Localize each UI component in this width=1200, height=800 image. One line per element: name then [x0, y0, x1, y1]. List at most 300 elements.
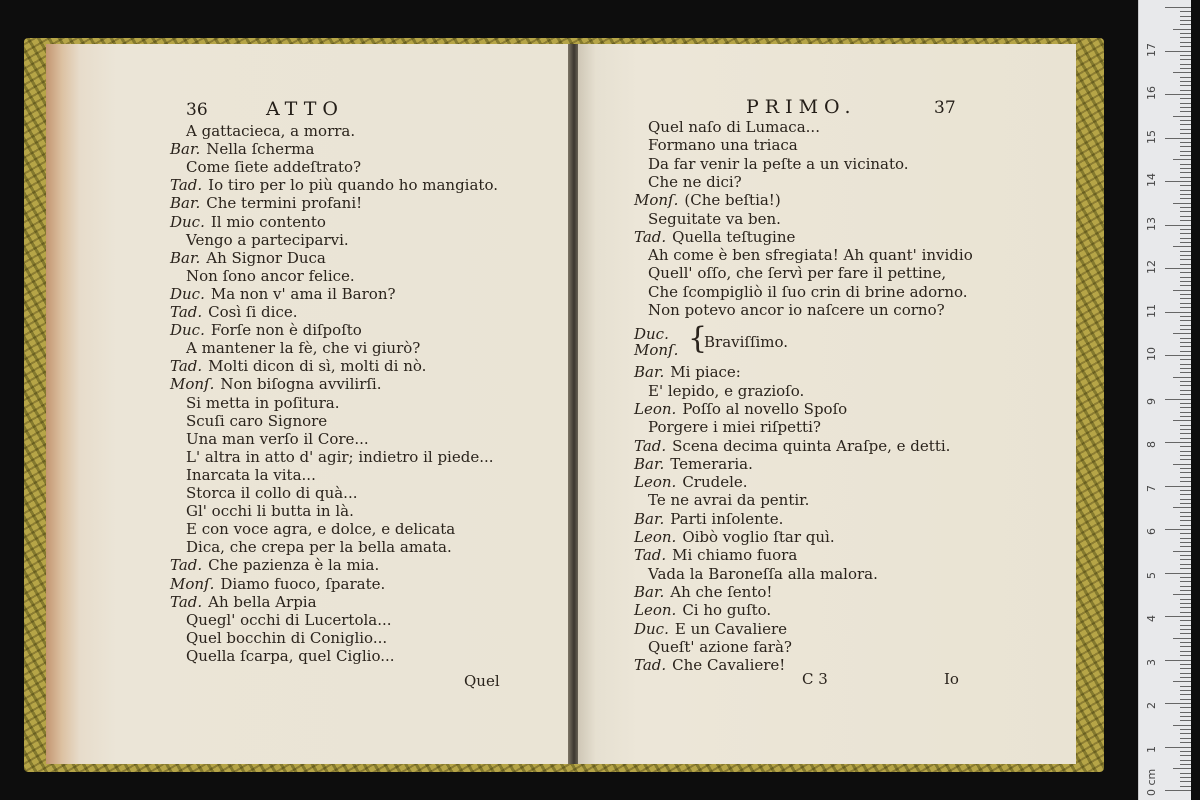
ruler-tick — [1180, 120, 1191, 121]
dialogue-text: Il mio contento — [210, 212, 326, 231]
dialogue-text: Quegl' occhi di Lucertola... — [186, 610, 392, 629]
text-line — [648, 264, 946, 282]
ruler-tick — [1180, 451, 1191, 452]
dialogue-text: Te ne avrai da pentir. — [648, 491, 810, 510]
ruler-tick — [1180, 651, 1191, 652]
ruler-tick — [1180, 172, 1191, 173]
ruler-tick — [1165, 747, 1191, 748]
speaker-label: Bar. — [634, 582, 665, 601]
ruler-number: 17 — [1145, 42, 1158, 57]
text-line — [648, 155, 909, 173]
text-line — [634, 400, 847, 418]
ruler-tick — [1180, 677, 1191, 678]
dialogue-text: Parti inſolente. — [670, 509, 784, 528]
speaker-label: Bar. — [170, 194, 201, 213]
brace-speaker — [634, 341, 684, 359]
ruler-tick — [1165, 529, 1191, 530]
ruler-tick — [1180, 281, 1191, 282]
ruler-tick — [1180, 77, 1191, 78]
measurement-ruler — [1138, 0, 1191, 800]
dialogue-text: Una man verſo il Core... — [186, 429, 369, 448]
ruler-tick — [1180, 142, 1191, 143]
dialogue-text: Mi piace: — [670, 363, 741, 382]
ruler-tick — [1173, 203, 1191, 204]
text-line — [170, 176, 498, 194]
ruler-tick — [1180, 272, 1191, 273]
ruler-tick — [1180, 755, 1191, 756]
ruler-tick — [1180, 577, 1191, 578]
dialogue-text: Vengo a parteciparvi. — [186, 230, 349, 249]
text-line — [186, 520, 455, 538]
dialogue-text: Quella ſcarpa, quel Ciglio... — [186, 646, 395, 665]
text-line — [648, 565, 878, 583]
dialogue-text: A gattacieca, a morra. — [186, 122, 356, 140]
ruler-tick — [1180, 481, 1191, 482]
ruler-tick — [1180, 111, 1191, 112]
ruler-tick — [1180, 468, 1191, 469]
ruler-tick — [1180, 729, 1191, 730]
speaker-label: Leon. — [634, 473, 677, 492]
ruler-tick — [1180, 346, 1191, 347]
ruler-tick — [1180, 124, 1191, 125]
text-line — [648, 136, 798, 154]
ruler-tick — [1180, 512, 1191, 513]
ruler-tick — [1173, 507, 1191, 508]
dialogue-text: (Che beſtia!) — [684, 191, 781, 210]
ruler-tick — [1180, 294, 1191, 295]
ruler-tick — [1173, 725, 1191, 726]
ruler-tick — [1180, 760, 1191, 761]
ruler-tick — [1180, 590, 1191, 591]
text-line — [186, 339, 420, 357]
ruler-tick — [1180, 642, 1191, 643]
speaker-label: Tad. — [634, 656, 667, 675]
dialogue-text: Scena decima quinta Araſpe, e detti. — [672, 436, 951, 455]
speaker-label: Tad. — [170, 592, 203, 611]
ruler-number: 3 — [1145, 658, 1158, 666]
dialogue-text: Forſe non è diſpoſto — [210, 321, 362, 340]
text-line — [634, 546, 797, 564]
dialogue-text: L' altra in atto d' agir; indietro il piede... — [186, 447, 494, 466]
text-line — [186, 502, 354, 520]
ruler-tick — [1180, 516, 1191, 517]
ruler-tick — [1180, 581, 1191, 582]
ruler-tick — [1180, 211, 1191, 212]
ruler-tick — [1180, 364, 1191, 365]
brace-text: Braviſſimo. — [704, 333, 789, 352]
ruler-tick — [1180, 307, 1191, 308]
ruler-number: 11 — [1145, 303, 1158, 318]
ruler-tick — [1180, 351, 1191, 352]
ruler-tick — [1180, 733, 1191, 734]
ruler-tick — [1180, 168, 1191, 169]
ruler-tick — [1180, 712, 1191, 713]
text-line — [634, 620, 787, 638]
ruler-tick — [1180, 285, 1191, 286]
ruler-tick — [1180, 781, 1191, 782]
ruler-tick — [1180, 716, 1191, 717]
dialogue-text: Diamo fuoco, ſparate. — [220, 574, 386, 593]
ruler-tick — [1180, 412, 1191, 413]
ruler-tick — [1165, 51, 1191, 52]
ruler-tick — [1180, 620, 1191, 621]
speaker-label: Duc. — [634, 325, 669, 344]
ruler-tick — [1180, 425, 1191, 426]
ruler-tick — [1180, 559, 1191, 560]
dialogue-text: Oibò voglio ſtar quì. — [682, 528, 835, 546]
brace-symbol: { — [688, 321, 708, 357]
text-line — [170, 249, 326, 267]
dialogue-text: Che pazienza è la mia. — [208, 556, 380, 575]
ruler-tick — [1180, 707, 1191, 708]
text-line — [648, 118, 820, 136]
ruler-tick — [1180, 599, 1191, 600]
dialogue-text: Non ſono ancor felice. — [186, 266, 355, 285]
dialogue-text: Quella teſtugine — [672, 227, 796, 246]
ruler-tick — [1180, 233, 1191, 234]
dialogue-text: Ah Signor Duca — [206, 248, 326, 267]
text-line — [186, 412, 327, 430]
right-catchword: Io — [944, 670, 959, 688]
ruler-tick — [1173, 116, 1191, 117]
ruler-tick — [1180, 416, 1191, 417]
text-line — [186, 484, 357, 502]
text-line — [634, 656, 785, 674]
ruler-tick — [1180, 542, 1191, 543]
right-page-heading: PRIMO. — [746, 96, 857, 118]
dialogue-text: Porgere i miei riſpetti? — [648, 418, 821, 437]
ruler-tick — [1180, 98, 1191, 99]
ruler-tick — [1180, 764, 1191, 765]
text-line — [186, 629, 387, 647]
left-page-number: 36 — [186, 100, 208, 120]
ruler-tick — [1180, 564, 1191, 565]
right-page-number: 37 — [934, 98, 956, 118]
ruler-tick — [1173, 159, 1191, 160]
text-line — [648, 382, 804, 400]
ruler-tick — [1180, 533, 1191, 534]
ruler-tick — [1180, 668, 1191, 669]
ruler-tick — [1180, 381, 1191, 382]
right-page — [578, 44, 1076, 764]
ruler-tick — [1180, 329, 1191, 330]
dialogue-text: Io tiro per lo più quando ho mangiato. — [208, 176, 498, 195]
dialogue-text: Poſſo al novello Spoſo — [682, 399, 848, 418]
ruler-tick — [1180, 133, 1191, 134]
dialogue-text: E' lepido, e grazioſo. — [648, 381, 805, 400]
ruler-tick — [1180, 264, 1191, 265]
ruler-tick — [1173, 29, 1191, 30]
dialogue-text: Dica, che crepa per la bella amata. — [186, 538, 452, 557]
speaker-label: Tad. — [170, 357, 203, 376]
ruler-tick — [1165, 616, 1191, 617]
ruler-tick — [1180, 607, 1191, 608]
dialogue-text: Ci ho guſto. — [682, 601, 772, 620]
ruler-tick — [1165, 660, 1191, 661]
ruler-tick — [1180, 385, 1191, 386]
ruler-number: 2 — [1145, 702, 1158, 709]
text-line — [170, 140, 314, 158]
ruler-tick — [1180, 786, 1191, 787]
dialogue-text: Vada la Baroneſſa alla malora. — [648, 564, 878, 583]
ruler-tick — [1180, 646, 1191, 647]
text-line — [170, 194, 362, 212]
ruler-tick — [1180, 694, 1191, 695]
dialogue-text: E con voce agra, e dolce, e delicata — [186, 520, 456, 539]
text-line — [186, 430, 369, 448]
ruler-tick — [1180, 255, 1191, 256]
text-line — [186, 611, 392, 629]
dialogue-text: Ah bella Arpia — [208, 592, 317, 611]
ruler-number: 7 — [1145, 484, 1158, 492]
ruler-tick — [1173, 638, 1191, 639]
speaker-label: Tad. — [170, 176, 203, 195]
ruler-tick — [1180, 477, 1191, 478]
signature-mark: C 3 — [802, 670, 828, 688]
ruler-tick — [1173, 681, 1191, 682]
ruler-tick — [1180, 612, 1191, 613]
text-line — [648, 210, 781, 228]
ruler-tick — [1180, 568, 1191, 569]
ruler-tick — [1180, 699, 1191, 700]
dialogue-text: Molti dicon di sì, molti di nò. — [208, 357, 427, 376]
text-line — [186, 448, 494, 466]
dialogue-text: Che Cavaliere! — [672, 656, 786, 675]
ruler-tick — [1180, 103, 1191, 104]
ruler-tick — [1180, 664, 1191, 665]
ruler-tick — [1180, 403, 1191, 404]
ruler-number: 0 cm — [1145, 768, 1158, 796]
dialogue-text: Quel bocchin di Coniglio... — [186, 628, 388, 647]
text-line — [634, 363, 741, 381]
ruler-tick — [1180, 372, 1191, 373]
ruler-tick — [1165, 442, 1191, 443]
ruler-tick — [1165, 268, 1191, 269]
ruler-tick — [1180, 259, 1191, 260]
speaker-label: Tad. — [634, 436, 667, 455]
dialogue-text: Inarcata la vita... — [186, 465, 316, 484]
ruler-number: 1 — [1145, 745, 1158, 753]
ruler-tick — [1180, 446, 1191, 447]
ruler-tick — [1180, 220, 1191, 221]
ruler-tick — [1180, 738, 1191, 739]
text-line — [634, 191, 781, 209]
dialogue-text: Non biſogna avvilirſi. — [220, 375, 382, 394]
text-line — [634, 510, 783, 528]
ruler-number: 14 — [1145, 173, 1158, 187]
text-line — [170, 593, 317, 611]
ruler-tick — [1173, 290, 1191, 291]
ruler-tick — [1180, 320, 1191, 321]
speaker-label: Bar. — [170, 248, 201, 267]
ruler-tick — [1180, 24, 1191, 25]
text-line — [648, 491, 809, 509]
speaker-label: Tad. — [170, 556, 203, 575]
ruler-tick — [1180, 586, 1191, 587]
ruler-tick — [1180, 198, 1191, 199]
ruler-tick — [1180, 625, 1191, 626]
ruler-tick — [1180, 490, 1191, 491]
ruler-tick — [1165, 703, 1191, 704]
ruler-tick — [1180, 546, 1191, 547]
speaker-label: Leon. — [634, 601, 677, 620]
text-line — [170, 321, 362, 339]
ruler-tick — [1180, 37, 1191, 38]
dialogue-text: Temeraria. — [670, 454, 753, 473]
ruler-tick — [1173, 72, 1191, 73]
ruler-tick — [1180, 751, 1191, 752]
dialogue-text: Scuſi caro Signore — [186, 411, 328, 430]
text-line — [634, 437, 950, 455]
ruler-tick — [1180, 64, 1191, 65]
ruler-tick — [1180, 59, 1191, 60]
ruler-tick — [1180, 251, 1191, 252]
ruler-tick — [1180, 633, 1191, 634]
ruler-tick — [1173, 420, 1191, 421]
ruler-tick — [1180, 42, 1191, 43]
ruler-tick — [1180, 229, 1191, 230]
ruler-tick — [1180, 107, 1191, 108]
ruler-tick — [1180, 55, 1191, 56]
ruler-tick — [1180, 394, 1191, 395]
ruler-tick — [1180, 216, 1191, 217]
dialogue-text: E un Cavaliere — [674, 619, 788, 638]
dialogue-text: Storca il collo di quà... — [186, 484, 358, 502]
ruler-tick — [1180, 16, 1191, 17]
speaker-label: Tad. — [634, 227, 667, 246]
ruler-tick — [1180, 151, 1191, 152]
ruler-tick — [1165, 573, 1191, 574]
dialogue-text: Gl' occhi li butta in là. — [186, 502, 354, 521]
speaker-label: Leon. — [634, 528, 677, 546]
dialogue-text: Ah che ſento! — [670, 582, 773, 601]
speaker-label: Duc. — [170, 284, 205, 303]
ruler-tick — [1180, 303, 1191, 304]
ruler-tick — [1173, 594, 1191, 595]
text-line — [186, 394, 340, 412]
text-line — [634, 473, 748, 491]
ruler-tick — [1180, 146, 1191, 147]
text-line — [634, 228, 795, 246]
ruler-tick — [1180, 777, 1191, 778]
speaker-label: Bar. — [634, 363, 665, 382]
ruler-tick — [1165, 355, 1191, 356]
dialogue-text: Si metta in poſitura. — [186, 393, 340, 412]
ruler-tick — [1180, 538, 1191, 539]
ruler-tick — [1180, 194, 1191, 195]
dialogue-text: Mi chiamo fuora — [672, 546, 798, 565]
speaker-label: Duc. — [170, 321, 205, 340]
ruler-tick — [1180, 11, 1191, 12]
speaker-label: Duc. — [634, 619, 669, 638]
dialogue-text: Quel naſo di Lumaca... — [648, 118, 820, 136]
text-line — [634, 528, 835, 546]
ruler-tick — [1180, 85, 1191, 86]
ruler-tick — [1173, 551, 1191, 552]
ruler-tick — [1180, 720, 1191, 721]
left-page-heading: ATTO — [266, 98, 344, 120]
ruler-tick — [1180, 433, 1191, 434]
dialogue-text: Queſt' azione farà? — [648, 637, 792, 656]
ruler-tick — [1180, 238, 1191, 239]
ruler-tick — [1180, 207, 1191, 208]
ruler-number: 15 — [1145, 129, 1158, 144]
ruler-tick — [1180, 190, 1191, 191]
dialogue-text: Che ſcompigliò il ſuo crin di brine adorno. — [648, 282, 968, 301]
text-line — [648, 301, 945, 319]
dialogue-text: Da far venir la peſte a un vicinato. — [648, 154, 909, 173]
left-catchword: Quel — [464, 672, 500, 690]
ruler-tick — [1180, 520, 1191, 521]
ruler-tick — [1180, 686, 1191, 687]
text-line — [186, 122, 355, 140]
ruler-tick — [1173, 333, 1191, 334]
ruler-number: 5 — [1145, 571, 1158, 579]
dialogue-text: Nella ſcherma — [206, 140, 315, 159]
ruler-number: 8 — [1145, 441, 1158, 448]
text-line — [170, 285, 396, 303]
text-line — [634, 455, 753, 473]
speaker-label: Bar. — [170, 140, 201, 159]
ruler-number: 13 — [1145, 216, 1158, 231]
ruler-tick — [1165, 225, 1191, 226]
ruler-tick — [1180, 459, 1191, 460]
ruler-tick — [1180, 155, 1191, 156]
ruler-tick — [1180, 316, 1191, 317]
ruler-tick — [1180, 338, 1191, 339]
dialogue-text: A mantener la fè, che vi giurò? — [186, 339, 421, 358]
ruler-tick — [1165, 138, 1191, 139]
ruler-tick — [1180, 342, 1191, 343]
ruler-tick — [1180, 499, 1191, 500]
speaker-label: Tad. — [634, 546, 667, 565]
dialogue-text: Ah come è ben sfregiata! Ah quant' invidio — [648, 246, 973, 265]
ruler-tick — [1180, 164, 1191, 165]
ruler-tick — [1165, 312, 1191, 313]
dialogue-text: Non potevo ancor io naſcere un corno? — [648, 301, 945, 319]
ruler-tick — [1180, 368, 1191, 369]
ruler-tick — [1180, 81, 1191, 82]
ruler-number: 16 — [1145, 86, 1158, 100]
ruler-tick — [1173, 377, 1191, 378]
speaker-label: Monſ. — [170, 375, 215, 394]
ruler-number: 10 — [1145, 347, 1158, 361]
dialogue-text: Che ne dici? — [648, 172, 742, 191]
text-line — [634, 583, 772, 601]
dialogue-text: Così ſi dice. — [208, 303, 298, 321]
text-line — [170, 213, 326, 231]
ruler-tick — [1165, 790, 1191, 791]
speaker-label: Leon. — [634, 399, 677, 418]
speaker-label: Monſ. — [634, 191, 679, 210]
ruler-tick — [1180, 629, 1191, 630]
ruler-tick — [1180, 298, 1191, 299]
text-line — [648, 173, 742, 191]
dialogue-text: Ma non v' ama il Baron? — [210, 284, 396, 303]
dialogue-text: Formano una triaca — [648, 136, 798, 155]
ruler-tick — [1165, 399, 1191, 400]
ruler-tick — [1180, 185, 1191, 186]
ruler-tick — [1180, 390, 1191, 391]
ruler-tick — [1180, 555, 1191, 556]
text-line — [170, 556, 379, 574]
ruler-tick — [1180, 455, 1191, 456]
speaker-label: Monſ. — [170, 574, 215, 593]
ruler-number: 12 — [1145, 260, 1158, 274]
ruler-tick — [1180, 177, 1191, 178]
ruler-tick — [1180, 472, 1191, 473]
ruler-number: 9 — [1145, 397, 1158, 405]
